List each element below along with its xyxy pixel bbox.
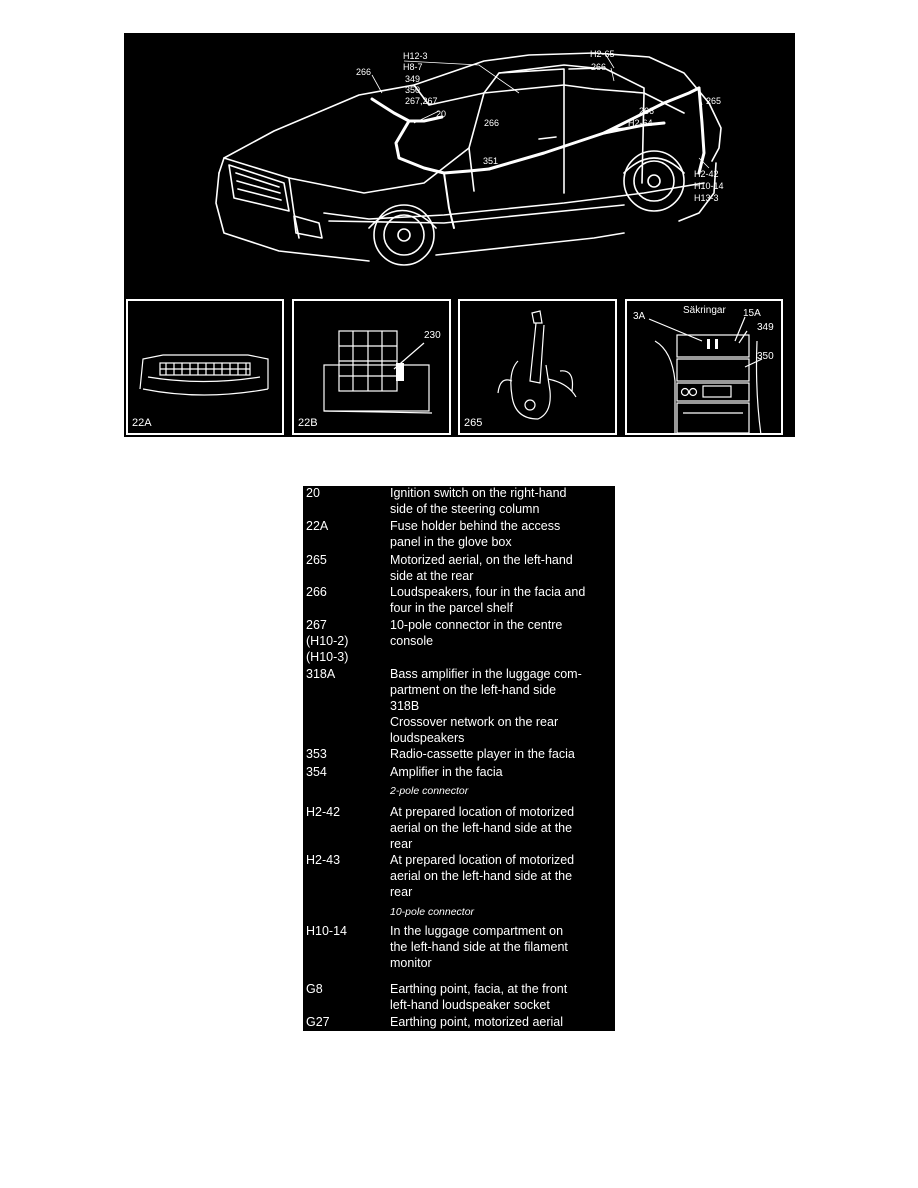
- panel-label-22b: 22B: [298, 417, 318, 429]
- legend-code: G8: [306, 982, 323, 996]
- callout-h8-7: H8-7: [403, 62, 423, 72]
- callout-350-detail: 350: [757, 351, 774, 362]
- legend-code: 20: [306, 486, 320, 500]
- callout-349-detail: 349: [757, 322, 774, 333]
- legend-code: 267 (H10-2) (H10-3): [306, 618, 349, 664]
- legend-description: Radio-cassette player in the facia: [390, 747, 575, 761]
- relay-box-illustration: [294, 301, 451, 435]
- legend-code: 265: [306, 553, 327, 567]
- legend-code: G27: [306, 1015, 330, 1029]
- legend-code: 266: [306, 585, 327, 599]
- aerial-motor-illustration: [460, 301, 617, 435]
- legend-code: 354: [306, 765, 327, 779]
- legend-code: 353: [306, 747, 327, 761]
- legend-description: At prepared location of motorized aerial on the left-hand side at the rear: [390, 853, 575, 899]
- legend-code: 22A: [306, 519, 329, 533]
- panel-label-265: 265: [464, 417, 483, 429]
- callout-265: 265: [706, 96, 722, 106]
- callout-h10-14: H10-14: [694, 181, 724, 191]
- detail-panel-fuses: [625, 299, 783, 435]
- subhead-2-pole: 2-pole connector: [390, 785, 469, 797]
- callout-266-rear: 266: [591, 62, 607, 72]
- callout-266-mid: 266: [484, 118, 500, 128]
- callout-349: 349: [405, 74, 421, 84]
- wiring-diagram: [124, 33, 795, 437]
- legend-description: 10-pole connector in the centre console: [390, 618, 563, 648]
- callout-230: 230: [424, 330, 441, 341]
- legend-description: In the luggage compartment on the left-hand side at the filament monitor: [390, 924, 568, 970]
- callout-h13-3: H13-3: [694, 193, 719, 203]
- legend-description: Loudspeakers, four in the facia and four in the parcel shelf: [390, 585, 586, 615]
- callout-266-front: 266: [356, 67, 372, 77]
- legend-code: H2-43: [306, 853, 341, 867]
- callout-266-shelf: 266: [639, 106, 655, 116]
- fuses-title: Säkringar: [683, 305, 726, 316]
- callout-350: 350: [405, 85, 421, 95]
- legend-code: H10-14: [306, 924, 347, 938]
- detail-panel-265: [458, 299, 617, 435]
- legend-code: H2-42: [306, 805, 341, 819]
- legend-description: Motorized aerial, on the left-hand side at the rear: [390, 553, 573, 583]
- detail-panel-22a: [126, 299, 284, 435]
- fuse-label-15a: 15A: [743, 308, 761, 319]
- subhead-10-pole: 10-pole connector: [390, 906, 475, 918]
- callout-h2-65: H2-65: [590, 49, 615, 59]
- fuse-label-3a: 3A: [633, 311, 646, 322]
- detail-panel-22b: [292, 299, 451, 435]
- callout-h2-64: H2-64: [628, 118, 653, 128]
- callout-267: 267,267: [405, 96, 438, 106]
- legend-description: Earthing point, motorized aerial: [390, 1015, 564, 1029]
- callout-h12-3: H12-3: [403, 51, 428, 61]
- legend-description: Earthing point, facia, at the front left-hand loudspeaker socket: [390, 982, 568, 1012]
- car-illustration: [124, 33, 795, 295]
- legend-description: At prepared location of motorized aerial on the left-hand side at the rear: [390, 805, 575, 851]
- legend-description: Fuse holder behind the access panel in the glove box: [390, 519, 561, 549]
- callout-h2-42: H2-42: [694, 169, 719, 179]
- legend-description: Amplifier in the facia: [390, 765, 503, 779]
- component-legend: [303, 486, 615, 1031]
- callout-351: 351: [483, 156, 499, 166]
- panel-label-22a: 22A: [132, 417, 152, 429]
- legend-description: Ignition switch on the right-hand side of the steering column: [390, 486, 567, 516]
- fuse-holder-illustration: [128, 301, 284, 435]
- legend-description: Bass amplifier in the luggage com- partment on the left-hand side 318B Crossover network on the rear loudspeakers: [390, 667, 582, 745]
- legend-code: 318A: [306, 667, 336, 681]
- callout-20: 20: [436, 109, 447, 119]
